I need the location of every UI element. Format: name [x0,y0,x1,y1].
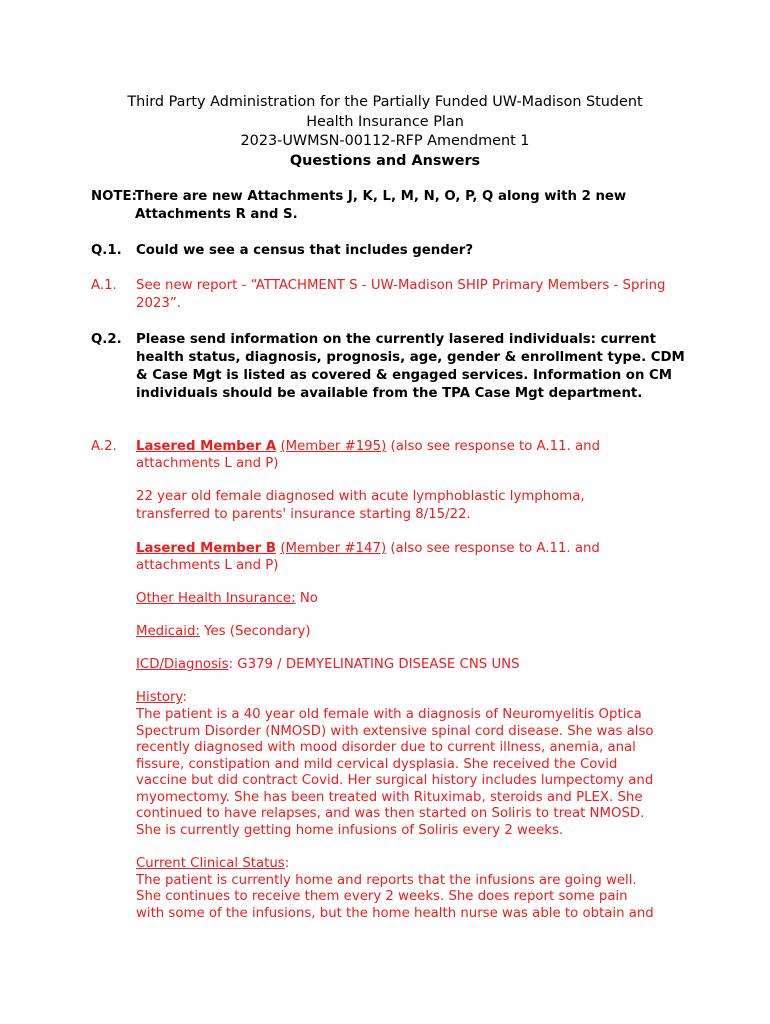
answer-1-text: See new report - “ATTACHMENT S - UW-Madison SHIP Primary Members - Spring 2023”. [136,278,666,311]
question-2-text: Please send information on the currently lasered individuals: current health status, diagnosis, prognosis, age, gender & enrollment type. CDM & Case Mgt is listed as covered & engaged services. Information on CM individuals should be available from the TPA Case Mgt department. [136,332,685,401]
header-title-line1: Third Party Administration for the Partially Funded UW-Madison Student [127,94,643,110]
member-b-heading [136,540,696,557]
member-a-reference: (also see response to A.11. and [386,439,601,454]
history-line-4: fissure, constipation and mild cervical dysplasia. She received the Covid [136,757,618,772]
member-a-attachments: attachments L and P) [136,456,279,471]
answer-1-label: A.1. [91,278,117,293]
clinical-status-line-2: She continues to receive them every 2 weeks. She does report some pain [136,889,628,904]
question-1-label: Q.1. [91,243,122,258]
other-health-insurance-label: Other Health Insurance: [136,591,296,606]
question-2 [91,331,691,403]
note-label: NOTE: [91,189,137,204]
clinical-status-colon: : [284,856,290,871]
header-title-line4: Questions and Answers [289,152,481,169]
icd-diagnosis-label: ICD/Diagnosis [136,657,229,672]
question-1-text: Could we see a census that includes gender? [136,243,474,258]
medicaid-value: Yes (Secondary) [199,624,311,639]
member-a-title: Lasered Member A [136,439,277,454]
clinical-status-line-3: with some of the infusions, but the home health nurse was able to obtain and [136,906,654,921]
history-line-2: Spectrum Disorder (NMOSD) with extensive spinal cord disease. She was also [136,724,654,739]
member-a-number: (Member #195) [280,439,387,454]
history-line-7: continued to have relapses, and was then started on Soliris to treat NMOSD. [136,806,645,821]
history-colon: : [182,690,187,705]
header-title-line2: Health Insurance Plan [306,113,464,130]
history-line-6: myomectomy. She has been treated with Rituximab, steroids and PLEX. She [136,790,643,805]
member-a-heading [136,438,696,455]
clinical-status-heading [136,855,696,872]
history-line-3: recently diagnosed with mood disorder due to current illness, anemia, anal [136,740,636,755]
other-health-insurance-value: No [295,591,318,606]
header-title-line3: 2023-UWMSN-00112-RFP Amendment 1 [240,133,530,149]
question-2-label: Q.2. [91,332,122,347]
history-line-8: She is currently getting home infusions of Soliris every 2 weeks. [136,823,564,838]
question-1 [91,242,691,260]
member-b-attachments: attachments L and P) [136,558,279,573]
clinical-status-line-1: The patient is currently home and reports that the infusions are going well. [136,873,637,888]
history-line-5: vaccine but did contract Covid. Her surgical history includes lumpectomy and [136,773,654,788]
history-heading [136,689,696,706]
icd-diagnosis-value: : G379 / DEMYELINATING DISEASE CNS UNS [228,657,520,672]
note-section [91,188,691,224]
member-b-reference: (also see response to A.11. and [386,541,600,556]
history-label: History [136,690,183,705]
answer-2-label: A.2. [91,439,117,454]
medicaid-label: Medicaid: [136,624,200,639]
history-line-1: The patient is a 40 year old female with a diagnosis of Neuromyelitis Optica [136,707,642,722]
member-a-description-line1: 22 year old female diagnosed with acute lymphoblastic lymphoma, [136,489,585,504]
other-health-insurance [136,590,696,607]
document-header [0,93,770,171]
medicaid [136,623,696,640]
note-text: There are new Attachments J, K, L, M, N, O, P, Q along with 2 new Attachments R and S. [135,189,627,222]
member-a-description-line2: transferred to parents' insurance starting 8/15/22. [136,507,471,522]
icd-diagnosis [136,656,696,673]
clinical-status-label: Current Clinical Status [136,856,285,871]
member-b-number: (Member #147) [280,541,387,556]
answer-1 [91,277,691,313]
member-b-title: Lasered Member B [136,541,277,556]
